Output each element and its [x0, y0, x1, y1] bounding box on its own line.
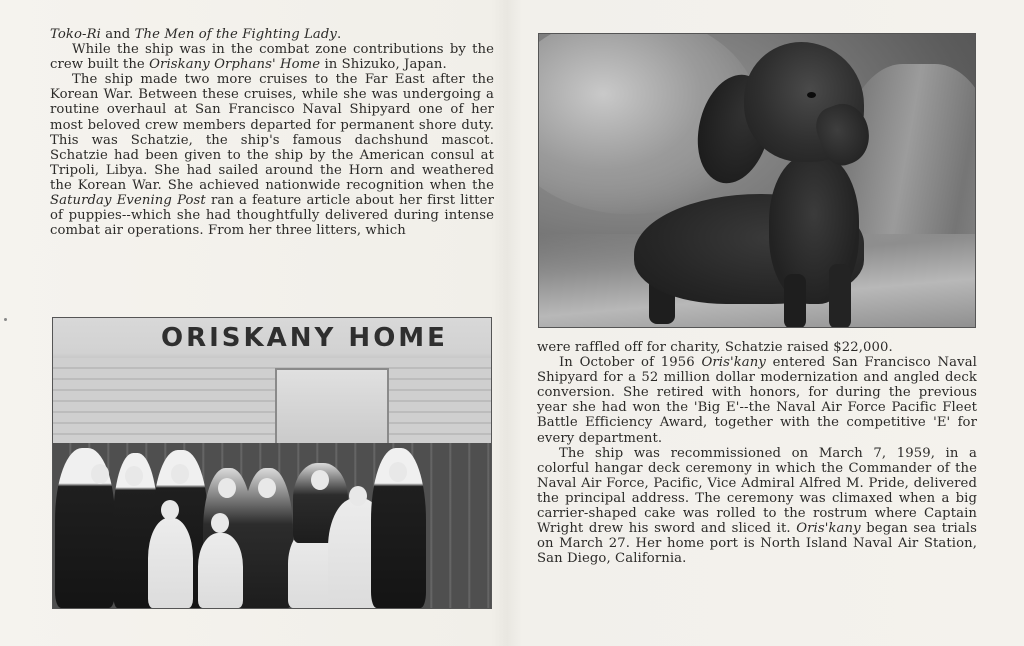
paragraph-orphans-home — [50, 42, 494, 72]
orphans-home-name: Oriskany Orphans' Home — [149, 57, 321, 73]
orphans-home-photo — [52, 317, 492, 609]
left-column-text — [50, 27, 494, 238]
text-span: entered San Francisco Naval Shipyard for a 52 million dollar modernization and angled deck conversion. She retired with honors, for during the previous year she had won the 'Big E'--the Naval Air Force Pacific Fleet Battle Efficiency Award, together with the competitive 'E' for every department. — [537, 355, 977, 446]
dog-eye — [807, 92, 816, 98]
text-span: The ship was recommissioned on March 7, 1959, in a colorful hangar deck ceremony in which the Commander of the Naval Air Force, Pacific, Vice Admiral Alfred M. Pride, delivered the principal address. The ceremony was climaxed when a big carrier-shaped cake was rolled to the rostrum where Captain Wright drew his sword and sliced it. — [537, 445, 977, 537]
face — [91, 464, 109, 484]
paragraph-recommissioned — [537, 446, 977, 567]
group-of-people — [53, 438, 491, 608]
paragraph-schatzie — [50, 72, 494, 238]
paragraph-raffle: were raffled off for charity, Schatzie raised $22,000. — [537, 340, 893, 355]
ship-name: Oris'kany — [701, 355, 766, 371]
paragraph-modernization — [537, 355, 977, 446]
film-title-fighting-lady: The Men of the Fighting Lady — [134, 27, 337, 42]
face — [311, 470, 329, 490]
magazine-name: Saturday Evening Post — [50, 193, 206, 209]
ship-name: Oris'kany — [796, 521, 861, 537]
text-period: . — [336, 27, 342, 42]
face — [211, 513, 229, 533]
right-column-text — [537, 340, 977, 566]
face — [218, 478, 236, 498]
punch-mark — [4, 318, 7, 321]
dog-leg — [829, 264, 851, 328]
face — [258, 478, 276, 498]
building-siding — [53, 358, 491, 448]
home-sign: ORISKANY HOME — [161, 323, 448, 353]
text-span: In October of 1956 — [559, 355, 702, 371]
face — [349, 486, 367, 506]
text-and: and — [100, 27, 135, 42]
text-span: While the ship was in the combat zone contributions by the crew built the — [50, 42, 494, 73]
face — [171, 464, 189, 484]
face — [161, 500, 179, 520]
text-span: ran a feature article about her first litter of puppies--which she had thoughtfully delivered during intense combat air operations. From her three litters, which — [50, 193, 494, 239]
text-span: began sea trials on March 27. Her home port is North Island Naval Air Station, San Diego, California. — [537, 521, 977, 567]
dog-leg — [784, 274, 806, 328]
child-figure — [198, 533, 243, 608]
text-span: in Shizuko, Japan. — [320, 57, 447, 73]
face — [125, 466, 143, 486]
film-title-toko-ri: Toko-Ri — [50, 27, 101, 42]
text-span: The ship made two more cruises to the Far East after the Korean War. Between these cruises, while she was undergoing a routine overhaul at San Francisco Naval Shipyard one of her most beloved crew members departed for permanent shore duty. This was Schatzie, the ship's famous dachshund mascot. Schatzie had been given to the ship by the American consul at Tripoli, Libya. She had sailed around the Horn and weathered the Korean War. She achieved nationwide recognition when the — [50, 72, 494, 193]
face — [389, 462, 407, 482]
paragraph-films — [50, 27, 494, 42]
child-figure — [148, 518, 193, 608]
dachshund-photo — [538, 33, 976, 328]
